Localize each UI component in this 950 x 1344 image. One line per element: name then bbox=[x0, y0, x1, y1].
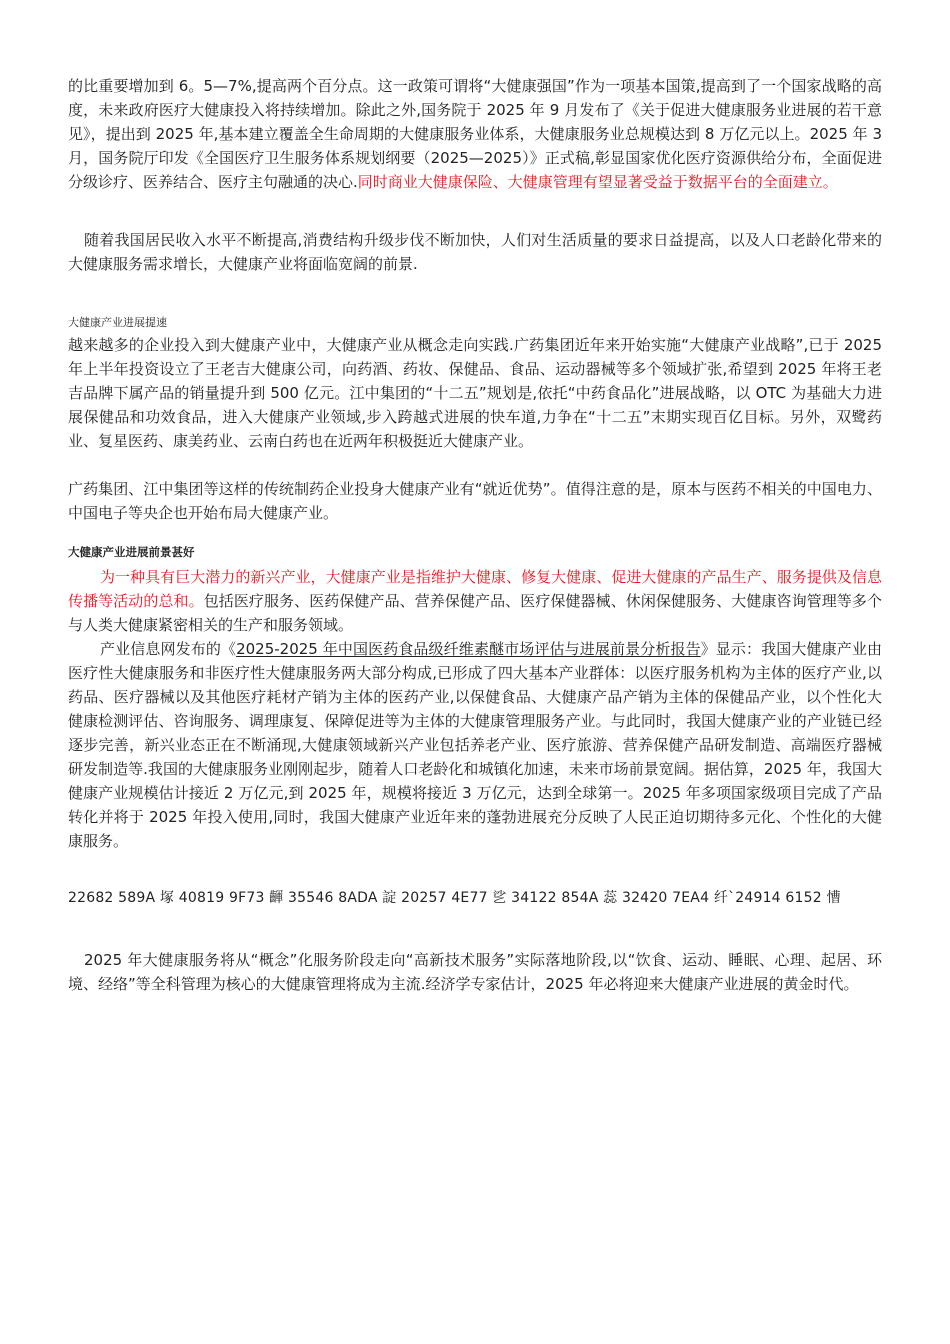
section-heading-growth: 大健康产业进展提速 bbox=[68, 316, 167, 329]
paragraph-policy-highlight: 同时商业大健康保险、大健康管理有望显著受益于数据平台的全面建立。 bbox=[357, 173, 838, 191]
paragraph-report bbox=[68, 637, 882, 853]
paragraph-companies bbox=[68, 333, 882, 453]
paragraph-policy-text: 的比重要增加到 6。5—7%,提高两个百分点。这一政策可谓将“大健康强国”作为一项基本国策,提高到了一个国家战略的高度，未来政府医疗大健康投入将持续增加。除此之外,国务院于 2025 年 9 月发布了《关于促进大健康服务业进展的若干意见》，提出到 2025 年,基本建立覆盖全生命周期的大健康服务业体系，大健康服务业总规模达到 8 万亿元以上。2025 年 3 月，国务院厅印发《全国医疗卫生服务体系规划纲要（2025—2025）》正式稿,彰显国家优化医疗资源供给分布，全面促进分级诊疗、医养结合、医疗主句融通的决心. bbox=[68, 77, 882, 191]
paragraph-soe-text: 广药集团、江中集团等这样的传统制药企业投身大健康产业有“就近优势”。值得注意的是，原本与医药不相关的中国电力、中国电子等央企也开始布局大健康产业。 bbox=[68, 480, 882, 522]
paragraph-definition bbox=[68, 565, 882, 637]
paragraph-future bbox=[68, 948, 882, 996]
garbled-code-line: 22682 589A 塚 40819 9F73 齳 35546 8ADA 諚 20257 4E77 乷 34122 854A 蕊 32420 7EA4 纤`24914 6152 慒 bbox=[68, 890, 841, 906]
document-body bbox=[68, 74, 882, 996]
paragraph-report-text: 》显示：我国大健康产业由医疗性大健康服务和非医疗性大健康服务两大部分构成,已形成了四大基本产业群体：以医疗服务机构为主体的医疗产业,以药品、医疗器械以及其他医疗耗材产销为主体的医药产业,以保健食品、大健康产品产销为主体的保健品产业，以个性化大健康检测评估、咨询服务、调理康复、保障促进等为主体的大健康管理服务产业。与此同时，我国大健康产业的产业链已经逐步完善，新兴业态正在不断涌现,大健康领域新兴产业包括养老产业、医疗旅游、营养保健产品研发制造、高端医疗器械研发制造等.我国的大健康服务业刚刚起步，随着人口老龄化和城镇化加速，未来市场前景宽阔。据估算，2025 年，我国大健康产业规模估计接近 2 万亿元,到 2025 年，规模将接近 3 万亿元，达到全球第一。2025 年多项国家级项目完成了产品转化并将于 2025 年投入使用,同时，我国大健康产业近年来的蓬勃进展充分反映了人民正迫切期待多元化、个性化的大健康服务。 bbox=[68, 640, 882, 850]
paragraph-companies-text: 越来越多的企业投入到大健康产业中，大健康产业从概念走向实践.广药集团近年来开始实施“大健康产业战略”,已于 2025 年上半年投资设立了王老吉大健康公司，向药酒、药妆、保健品、食品、运动器械等多个领域扩张,希望到 2025 年将王老吉品牌下属产品的销量提升到 500 亿元。江中集团的“十二五”规划是,依托“中药食品化”进展战略，以 OTC 为基础大力进展保健品和功效食品，进入大健康产业领域,步入跨越式进展的快车道,力争在“十二五”末期实现百亿目标。另外，双鹭药业、复星医药、康美药业、云南白药也在近两年积极挺近大健康产业。 bbox=[68, 336, 882, 450]
paragraph-definition-highlight: 为一种具有巨大潜力的新兴产业，大健康产业是指维护大健康、修复大健康、促进大健康的产品生产、服务提供及信息传播等活动的总和。 bbox=[68, 568, 882, 610]
section-heading-prospects: 大健康产业进展前景甚好 bbox=[68, 545, 195, 559]
paragraph-policy bbox=[68, 74, 882, 194]
paragraph-soe bbox=[68, 477, 882, 525]
paragraph-outlook-text: 随着我国居民收入水平不断提高,消费结构升级步伐不断加快，人们对生活质量的要求日益提高，以及人口老龄化带来的大健康服务需求增长，大健康产业将面临宽阔的前景. bbox=[68, 231, 882, 273]
paragraph-report-prefix: 产业信息网发布的《 bbox=[100, 640, 237, 658]
paragraph-outlook bbox=[68, 228, 882, 276]
paragraph-future-text: 2025 年大健康服务将从“概念”化服务阶段走向“高新技术服务”实际落地阶段,以“饮食、运动、睡眠、心理、起居、环境、经络”等全科管理为核心的大健康管理将成为主流.经济学专家估计，2025 年必将迎来大健康产业进展的黄金时代。 bbox=[68, 951, 882, 993]
paragraph-definition-text: 包括医疗服务、医药保健产品、营养保健产品、医疗保健器械、休闲保健服务、大健康咨询管理等多个与人类大健康紧密相关的生产和服务领域。 bbox=[68, 592, 882, 634]
report-title-link[interactable]: 2025-2025 年中国医药食品级纤维素醚市场评估与进展前景分析报告 bbox=[236, 640, 701, 658]
